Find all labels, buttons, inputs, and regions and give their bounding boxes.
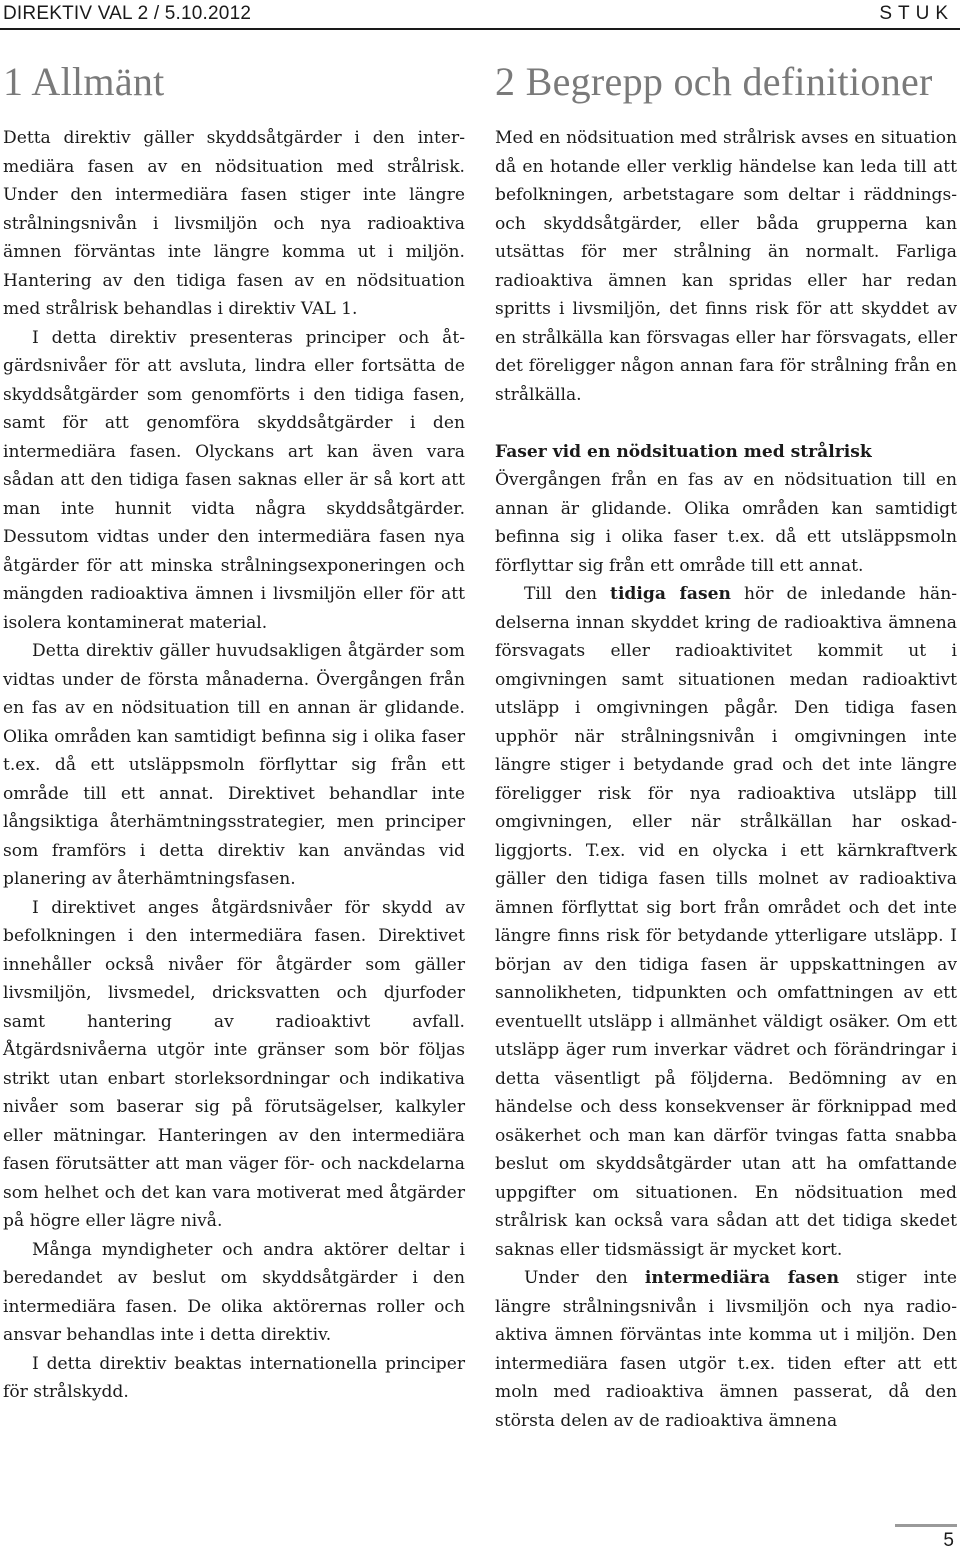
early-phase-term: tidiga fasen xyxy=(610,584,731,604)
section-2-title: 2 Begrepp och definitioner xyxy=(495,59,933,104)
early-phase-lead: Till den xyxy=(524,584,611,604)
left-column xyxy=(3,58,465,1407)
section-2-paragraph-2: Övergången från en fas av en nödsituation till en annan är glidande. Olika områden kan samtidigt befinna sig i olika faser t.ex. då ett utsläppsmoln förflyttar sig från ett område till ett annat. xyxy=(495,470,957,576)
early-phase-text: hör de inledande händelserna innan skyddet kring de radioaktiva ämnena försvagats eller radioaktivitet kommit ut i omgivningen samt situationen medan radioaktivt utsläpp i omgivningen pågår. Den tidiga fasen upphör när strålningsnivån i omgivningen inte längre stiger i betydande grad och det inte längre föreligger risk för nya radioaktiva utsläpp till omgivningen, eller när strålkällan har oskadliggjorts. T.ex. vid en olycka i ett kärnkraftverk gäller den tidiga fasen tills molnet av radioaktiva ämnen förflyttat sig bort från området och det inte längre finns risk för betydande ytterligare utsläpp. I början av den tidiga fasen är uppskattningen av sannolikheten, tidpunkten och omfattningen av ett eventuellt utsläpp i allmänhet väldigt osäker. Om ett utsläpp äger rum inverkar vädret och förändringar i detta väsentligt på följderna. Bedömning av en händelse och dess konsekvenser är förknippad med osäkerhet och man kan därför tvingas fatta snabba beslut om skyddsåtgärder utan att ha omfattande uppgifter om situationen. En nödsituation med strålrisk kan också vara sådan att det tidiga skedet saknas eller tidsmässigt är mycket kort. xyxy=(495,584,957,1260)
running-header xyxy=(0,0,960,30)
section-1-paragraph-2: I detta direktiv presenteras principer och åtgärdsnivåer för att avsluta, lindra eller fortsätta de skyddsåtgärder som genomförts i den tidiga fasen, samt för att genomföra skyddsåtgärder i den intermediära fasen. Olyckans art kan även vara sådan att den tidiga fasen saknas eller är så kort att man inte hunnit vidta några skyddsåtgärder. Dessutom vidtas under den intermediära fasen nya åtgärder för att minska strålningsexponeringen och mängden radioaktiva ämnen i livsmiljön eller för att isolera kontaminerat material. xyxy=(3,327,465,633)
section-1-paragraph-3: Detta direktiv gäller huvudsakligen åtgärder som vidtas under de första månaderna. Övergången från en fas av en nödsituation till en annan är glidande. Olika områden kan samtidigt befinna sig i olika faser t.ex. då ett utsläppsmoln förflyttar sig från ett område till ett annat. Direktivet behandlar inte långsiktiga återhämtningsstrategier, men principer som framförs i detta direktiv kan användas vid planering av återhämtningsfasen. xyxy=(3,641,465,889)
intermediate-phase-term: intermediära fasen xyxy=(644,1268,840,1288)
section-2-paragraph-1: Med en nödsituation med strålrisk avses en situation då en hotande eller verklig händelse kan leda till att befolkningen, arbetstagare som deltar i räddnings- och skyddsåtgärder, eller båda grupperna kan utsättas för mer strålning än normalt. Farliga radioaktiva ämnen kan spridas eller har redan spritts i livsmiljön, det finns risk för att skyddet av en strålkälla kan försvagas eller har försvagats, eller det föreligger någon annan fara för strålning från en strålkälla. xyxy=(495,128,957,405)
intermediate-phase-lead: Under den xyxy=(524,1268,645,1288)
header-rule xyxy=(0,28,960,30)
section-1-paragraph-4: I direktivet anges åtgärdsnivåer för skydd av befolkningen i den intermediära fasen. Direktivet innehåller också nivåer för åtgärder som gäller livsmiljön, livsmedel, dricksvatten och djurfoder samt hantering av radioaktivt avfall. Åtgärdsnivåerna utgör inte gränser som bör följas strikt utan enbart storleksordningar och indikativa nivåer som baserar sig på förutsägelser, kalkyler eller mätningar. Hanteringen av den intermediära fasen förutsätter att man väger för- och nackdelarna som helhet och det kan vara motiverat med åtgärder på högre eller lägre nivå. xyxy=(3,897,465,1231)
phases-subheading: Faser vid en nödsituation med strålrisk xyxy=(495,441,872,462)
right-column xyxy=(495,58,957,1435)
intermediate-phase-text: stiger inte längre strålningsnivån i livsmiljön och nya radioaktiva ämnen förväntas inte komma ut i miljön. Den intermediära fasen utgör t.ex. tiden efter att ett moln med radioaktiva ämnen passerat, då den största delen av de radioaktiva ämnena xyxy=(495,1268,957,1431)
section-1-paragraph-1: Detta direktiv gäller skyddsåtgärder i den intermediära fasen av en nödsituation med strålrisk. Under den intermediära fasen stiger inte längre strålningsnivån i livsmiljön och nya radioaktiva ämnen förväntas inte längre komma ut i miljön. Hantering av den tidiga fasen av en nödsituation med strålrisk behandlas i direktiv VAL 1. xyxy=(3,128,465,319)
page-number-rule xyxy=(895,1524,957,1527)
publisher-mark: STUK xyxy=(879,3,954,24)
document-id: DIREKTIV VAL 2 / 5.10.2012 xyxy=(3,3,252,24)
section-2-paragraph-4 xyxy=(495,1264,957,1435)
page-number: 5 xyxy=(943,1530,954,1551)
section-1-paragraph-5: Många myndigheter och andra aktörer deltar i beredandet av beslut om skyddsåtgärder i den intermediära fasen. De olika aktörernas roller och ansvar behandlas inte i detta direktiv. xyxy=(3,1239,465,1345)
section-2-paragraph-3 xyxy=(495,580,957,1264)
section-1-title: 1 Allmänt xyxy=(3,59,165,104)
section-1-paragraph-6: I detta direktiv beaktas internationella principer för strålskydd. xyxy=(3,1353,465,1402)
